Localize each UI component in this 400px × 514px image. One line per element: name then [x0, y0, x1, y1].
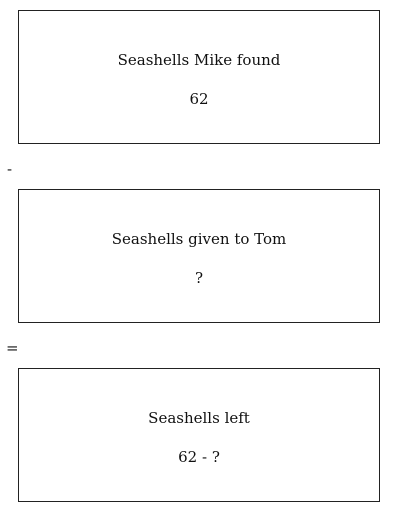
box-value: 62: [189, 90, 209, 108]
equals-operator: =: [6, 339, 19, 357]
box-seashells-given: [18, 189, 380, 323]
minus-operator: -: [7, 160, 13, 178]
box-seashells-left: [18, 368, 380, 502]
box-label: Seashells Mike found: [117, 51, 281, 69]
box-label: Seashells given to Tom: [111, 230, 287, 248]
box-label: Seashells left: [148, 409, 250, 427]
box-value: 62 - ?: [178, 448, 220, 466]
box-seashells-found: [18, 10, 380, 144]
box-value: ?: [194, 269, 204, 287]
